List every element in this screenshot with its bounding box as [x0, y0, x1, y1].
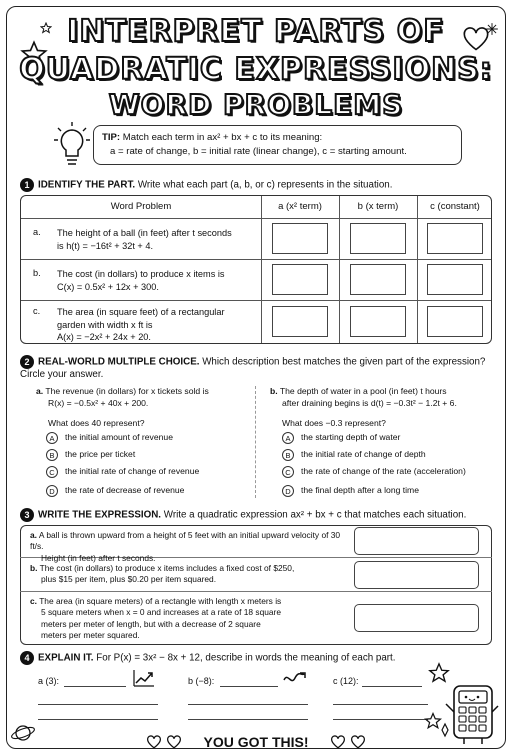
row-text: A(x) = −2x² + 24x + 20. — [57, 332, 151, 342]
section-instruction: For P(x) = 3x² − 8x + 12, describe in words the meaning of each part. — [96, 652, 396, 664]
section-number: 1 — [20, 178, 34, 192]
option-text: the initial rate of change of revenue — [65, 466, 200, 476]
option-text: the rate of decrease of revenue — [65, 485, 185, 495]
item-text: The area (in square meters) of a rectangle with length x meters is — [39, 596, 282, 606]
row-divider — [21, 300, 492, 301]
option-a[interactable] — [46, 431, 173, 445]
question-a — [36, 386, 246, 430]
column-header: c (constant) — [430, 201, 480, 212]
table-row — [57, 268, 267, 293]
section-3-heading — [20, 508, 500, 522]
item-label: a. — [30, 530, 37, 540]
option-letter: A — [282, 432, 294, 444]
option-a[interactable] — [282, 431, 400, 445]
answer-box-a[interactable] — [272, 306, 328, 337]
option-text: the price per ticket — [65, 449, 136, 459]
section-number: 2 — [20, 355, 34, 369]
tip-line-1: Match each term in ax² + bx + c to its meaning: — [122, 132, 323, 143]
answer-box-c[interactable] — [427, 223, 483, 254]
row-text: C(x) = 0.5x² + 12x + 300. — [57, 281, 159, 292]
option-letter: C — [282, 466, 294, 478]
answer-box-c[interactable] — [427, 306, 483, 337]
item-text: 5 square meters when x = 0 and increases at a rate of 18 square — [41, 607, 281, 618]
title-line-3: WORD PROBLEMS — [108, 88, 404, 121]
section-title: WRITE THE EXPRESSION. — [38, 509, 162, 521]
option-d[interactable] — [46, 484, 184, 498]
option-text: the initial amount of revenue — [65, 432, 173, 442]
item-text: meters per meter of length, but with a decrease of 2 square — [41, 618, 261, 629]
row-divider — [21, 259, 492, 260]
row-divider — [20, 591, 492, 592]
option-c[interactable] — [46, 465, 199, 479]
star-icon — [428, 662, 450, 684]
column-header: Word Problem — [110, 201, 172, 212]
expression-answer-box[interactable] — [354, 527, 479, 555]
question-label: a. — [36, 386, 44, 396]
section-2-instruction-2: Circle your answer. — [20, 369, 104, 380]
answer-line[interactable] — [38, 719, 158, 720]
question-prompt: What does −0.3 represent? — [282, 418, 386, 428]
option-letter: B — [46, 449, 58, 461]
tip-line-2: a = rate of change, b = initial rate (linear change), c = starting amount. — [110, 146, 407, 157]
part-b-label: b (−8): — [188, 676, 215, 686]
item-text: plus $15 per item, plus $0.20 per item squared. — [41, 574, 217, 585]
row-label: c. — [33, 306, 41, 316]
wave-arrow-icon — [282, 670, 308, 686]
part-c-label: c (12): — [333, 676, 359, 686]
column-divider — [255, 386, 256, 498]
answer-box-c[interactable] — [427, 264, 483, 295]
row-label: b. — [33, 268, 41, 278]
option-text: the initial rate of change of depth — [301, 449, 426, 459]
answer-line[interactable] — [38, 704, 158, 705]
question-b — [270, 386, 500, 430]
tip-box — [93, 125, 462, 165]
option-letter: C — [46, 466, 58, 478]
list-item — [30, 563, 350, 586]
option-text: the starting depth of water — [301, 432, 401, 442]
answer-line[interactable] — [188, 704, 308, 705]
section-number: 4 — [20, 651, 34, 665]
title-line-2: QUADRATIC EXPRESSIONS: — [19, 52, 493, 87]
expression-answer-box[interactable] — [354, 604, 479, 632]
item-text: meters per meter squared. — [41, 630, 140, 641]
section-1-heading — [20, 178, 392, 192]
question-text: The depth of water in a pool (in feet) t hours — [279, 386, 447, 396]
list-item — [30, 596, 350, 642]
trend-up-icon — [132, 668, 156, 688]
item-text: A ball is thrown upward from a height of 5 feet with an initial upward velocity of 30 ft/s. — [30, 530, 341, 552]
item-label: c. — [30, 596, 37, 606]
item-label: b. — [30, 563, 38, 573]
tip-label: TIP: — [102, 132, 121, 143]
table-row — [57, 306, 267, 344]
option-letter: D — [282, 485, 294, 497]
footer-message: YOU GOT THIS! — [203, 734, 309, 750]
answer-line[interactable] — [333, 719, 428, 720]
option-b[interactable] — [46, 448, 135, 462]
row-label: a. — [33, 227, 41, 237]
row-text: is h(t) = −16t² + 32t + 4. — [57, 240, 154, 251]
answer-line[interactable] — [188, 719, 308, 720]
item-text: The cost (in dollars) to produce x items includes a fixed cost of $250, — [39, 563, 295, 573]
item-text: Height (in feet) after t seconds. — [41, 552, 156, 563]
question-prompt: What does 40 represent? — [48, 418, 145, 428]
answer-box-b[interactable] — [350, 223, 406, 254]
row-text: garden with width x ft is — [57, 319, 153, 330]
part-a-label: a (3): — [38, 676, 60, 686]
heart-icon — [350, 735, 366, 749]
answer-line[interactable] — [220, 686, 278, 687]
title-line-1: INTERPRET PARTS OF — [67, 14, 445, 49]
row-text: The cost (in dollars) to produce x items is — [57, 269, 225, 279]
question-text: The revenue (in dollars) for x tickets sold is — [45, 386, 209, 396]
option-c[interactable] — [282, 465, 466, 479]
option-letter: B — [282, 449, 294, 461]
star-icon — [424, 712, 442, 730]
row-divider — [21, 218, 492, 219]
section-instruction: Write what each part (a, b, or c) represents in the situation. — [137, 179, 393, 191]
section-instruction: Write a quadratic expression ax² + bx + c that matches each situation. — [163, 509, 467, 521]
answer-line[interactable] — [362, 686, 422, 687]
lightbulb-icon — [52, 120, 92, 168]
answer-box-b[interactable] — [350, 264, 406, 295]
question-text: R(x) = −0.5x² + 40x + 200. — [48, 397, 149, 408]
section-2-heading — [20, 355, 500, 369]
column-header: a (x² term) — [278, 201, 322, 212]
column-divider — [339, 196, 340, 344]
answer-line[interactable] — [333, 704, 428, 705]
answer-line[interactable] — [64, 686, 126, 687]
row-text: The height of a ball (in feet) after t seconds — [57, 228, 232, 238]
section-number: 3 — [20, 508, 34, 522]
row-text: The area (in square feet) of a rectangular — [57, 307, 225, 317]
question-text: after draining begins is d(t) = −0.3t² − 1.2t + 6. — [282, 397, 457, 408]
column-divider — [417, 196, 418, 344]
expression-answer-box[interactable] — [354, 561, 479, 589]
section-title: IDENTIFY THE PART. — [38, 179, 136, 191]
option-text: the final depth after a long time — [301, 485, 420, 495]
option-b[interactable] — [282, 448, 426, 462]
option-text: the rate of change of the rate (acceleration) — [301, 466, 466, 476]
section-title: REAL-WORLD MULTIPLE CHOICE. — [38, 356, 200, 368]
section-instruction: Which description best matches the given part of the expression? — [202, 356, 486, 368]
option-letter: A — [46, 432, 58, 444]
list-item — [30, 530, 350, 564]
answer-box-b[interactable] — [350, 306, 406, 337]
section-title: EXPLAIN IT. — [38, 652, 94, 664]
option-letter: D — [46, 485, 58, 497]
answer-box-a[interactable] — [272, 223, 328, 254]
answer-box-a[interactable] — [272, 264, 328, 295]
question-label: b. — [270, 386, 278, 396]
option-d[interactable] — [282, 484, 419, 498]
table-row — [57, 227, 267, 252]
heart-icon — [330, 735, 346, 749]
identify-table — [20, 195, 492, 344]
column-header: b (x term) — [357, 201, 399, 212]
